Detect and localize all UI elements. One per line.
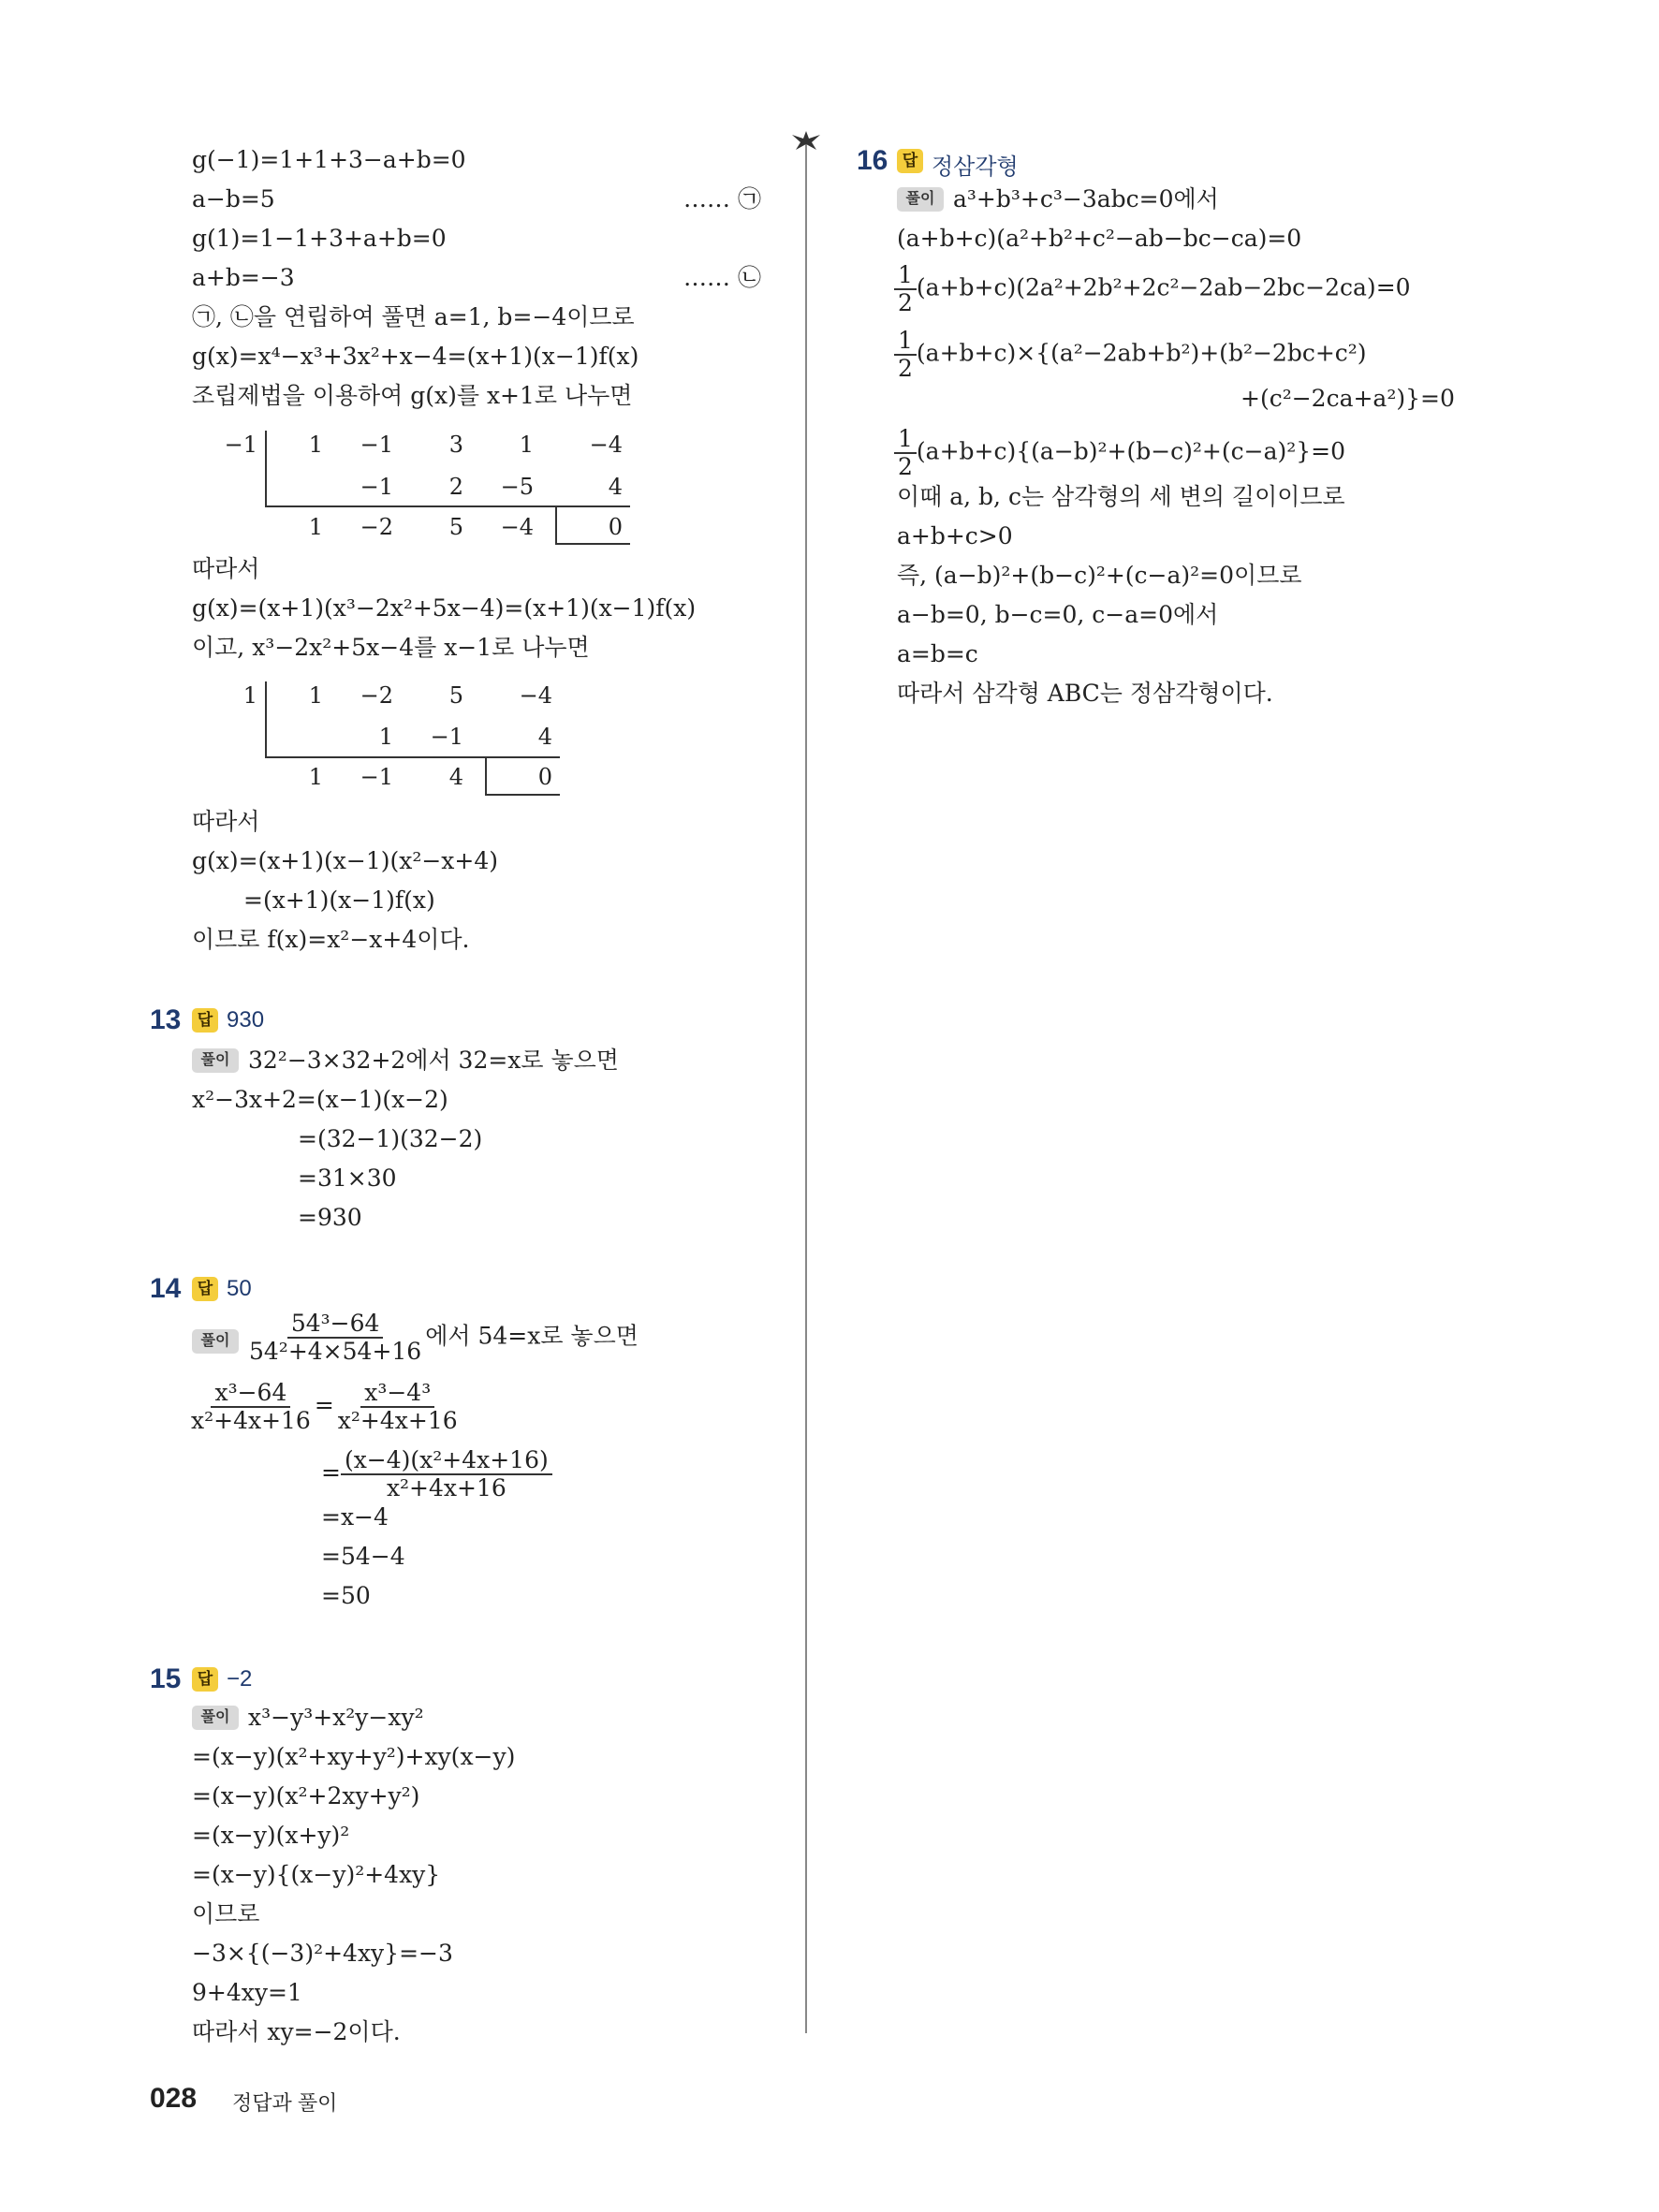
answer-value: −2 [227, 1666, 253, 1692]
fraction-line: = $\frac{\text{(x−4)(x²+4x+16)}}{\text{x²+4x+16}}$ [321, 1447, 552, 1502]
fraction: $\frac{1}{2}$ [894, 426, 917, 480]
fraction-line: $\frac{\text{54³−64}}{\text{54²+4×54+16}}$ 에서 54=x로 놓으면 [245, 1311, 639, 1365]
cell: 1 [308, 514, 323, 540]
divider-line [485, 756, 487, 796]
cell: 1 [308, 764, 323, 790]
fraction: $\frac{1}{2}$ [894, 328, 917, 382]
column-divider [805, 142, 807, 2033]
answer-badge: 답 [192, 1277, 218, 1301]
solution-badge: 풀이 [897, 187, 944, 212]
divider-ornament-icon [788, 129, 824, 154]
fraction-line: $\frac{1}{2}$ (a+b+c)×{(a²−2ab+b²)+(b²−2bc+c²) [894, 328, 1367, 382]
cell: −1 [430, 724, 463, 750]
text-line: g(x)=(x+1)(x³−2x²+5x−4)=(x+1)(x−1)f(x) [192, 594, 697, 622]
equation-mark: …… ㉠ [683, 185, 761, 212]
cell: −4 [500, 514, 534, 540]
text-line: 따라서 [192, 555, 260, 582]
cell: 1 [378, 724, 393, 750]
text-line: 조립제법을 이용하여 g(x)를 x+1로 나누면 [192, 382, 633, 409]
text-line: =31×30 [298, 1165, 397, 1192]
fraction: $\frac{\text{x³−4³}}{\text{x²+4x+16}}$ [337, 1379, 458, 1434]
text-line: g(x)=x⁴−x³+3x²+x−4=(x+1)(x−1)f(x) [192, 343, 639, 370]
text-line: a−b=0, b−c=0, c−a=0에서 [897, 601, 1219, 628]
text-line: −3×{(−3)²+4xy}=−3 [192, 1940, 453, 1967]
cell: 3 [448, 432, 463, 458]
text-line: 이므로 f(x)=x²−x+4이다. [192, 926, 470, 953]
text-line: +(c²−2ca+a²)}=0 [1241, 385, 1455, 412]
answer-value: 정삼각형 [932, 154, 1019, 180]
text-line: a³+b³+c³−3abc=0에서 [953, 185, 1219, 212]
text-line: 따라서 xy=−2이다. [192, 2018, 401, 2045]
text-line: 9+4xy=1 [192, 1979, 302, 2006]
text-line: 32²−3×32+2에서 32=x로 놓으면 [248, 1047, 619, 1074]
divider-line [265, 681, 267, 758]
text-line: a=b=c [897, 640, 978, 667]
cell: −2 [360, 514, 393, 540]
text-line: =930 [298, 1204, 362, 1231]
cell: 4 [448, 764, 463, 790]
answer-value: 930 [227, 1007, 265, 1033]
remainder: 0 [608, 514, 623, 540]
page-number: 028 [150, 2083, 198, 2114]
equation-mark: …… ㉡ [683, 264, 761, 291]
cell: 5 [448, 682, 463, 709]
text-line: 이므로 [192, 1900, 260, 1927]
solution-badge: 풀이 [192, 1706, 239, 1730]
text-line: a+b=−3 [192, 264, 295, 291]
remainder: 0 [537, 764, 552, 790]
fraction: $\frac{\text{54³−64}}{\text{54²+4×54+16}}$ [249, 1310, 422, 1365]
cell: 4 [537, 724, 552, 750]
question-number: 15 [150, 1663, 182, 1694]
fraction-line: $\frac{1}{2}$ (a+b+c)(2a²+2b²+2c²−2ab−2bc−2ca)=0 [894, 262, 1411, 316]
text-line: 이때 a, b, c는 삼각형의 세 변의 길이이므로 [897, 483, 1345, 510]
text-line: =50 [321, 1582, 371, 1609]
text-line: a−b=5 [192, 185, 275, 212]
divider-line [265, 505, 630, 507]
divisor: 1 [242, 682, 257, 709]
solution-badge: 풀이 [192, 1048, 239, 1073]
text-line: =54−4 [321, 1543, 405, 1570]
text-line: 이고, x³−2x²+5x−4를 x−1로 나누면 [192, 634, 590, 661]
text-line: 따라서 [192, 808, 260, 835]
solution-badge: 풀이 [192, 1329, 239, 1354]
question-number: 16 [857, 145, 888, 176]
text-line: =(32−1)(32−2) [298, 1125, 483, 1152]
fraction: $\frac{\text{x³−64}}{\text{x²+4x+16}}$ [191, 1379, 311, 1434]
text-line: =(x−y)(x+y)² [192, 1822, 350, 1849]
text-line: =(x−y)(x²+xy+y²)+xy(x−y) [192, 1743, 516, 1770]
answer-badge: 답 [192, 1667, 218, 1692]
fraction: $\frac{\text{(x−4)(x²+4x+16)}}{\text{x²+4x+16}}$ [341, 1447, 552, 1502]
cell: −4 [589, 432, 623, 458]
cell: 5 [448, 514, 463, 540]
cell: −1 [360, 474, 393, 500]
text-line: 즉, (a−b)²+(b−c)²+(c−a)²=0이므로 [897, 562, 1302, 589]
text-line: =(x+1)(x−1)f(x) [243, 886, 435, 914]
divider-line [555, 543, 630, 545]
answer-value: 50 [227, 1276, 252, 1301]
text-line: ㉠, ㉡을 연립하여 풀면 a=1, b=−4이므로 [192, 303, 635, 330]
text-line: (a+b+c)(a²+b²+c²−ab−bc−ca)=0 [897, 225, 1302, 252]
question-number: 14 [150, 1273, 182, 1304]
fraction-line: $\frac{1}{2}$ (a+b+c){(a−b)²+(b−c)²+(c−a)²}=0 [894, 426, 1345, 480]
answer-badge: 답 [897, 149, 923, 173]
divider-line [555, 505, 557, 545]
text-line: g(x)=(x+1)(x−1)(x²−x+4) [192, 847, 499, 874]
footer-label: 정답과 풀이 [232, 2091, 338, 2115]
cell: −2 [360, 682, 393, 709]
cell: −4 [519, 682, 552, 709]
cell: 1 [308, 432, 323, 458]
text-line: a+b+c>0 [897, 522, 1013, 549]
cell: 1 [308, 682, 323, 709]
cell: 4 [608, 474, 623, 500]
text-line: 따라서 삼각형 ABC는 정삼각형이다. [897, 680, 1273, 707]
cell: −1 [360, 764, 393, 790]
cell: 1 [519, 432, 534, 458]
question-number: 13 [150, 1004, 182, 1035]
divider-line [485, 794, 560, 796]
fraction: $\frac{1}{2}$ [894, 262, 917, 316]
answer-badge: 답 [192, 1008, 218, 1033]
text-line: x²−3x+2=(x−1)(x−2) [192, 1086, 448, 1113]
text-line: x³−y³+x²y−xy² [248, 1704, 424, 1731]
divider-line [265, 756, 560, 758]
divisor: −1 [224, 432, 257, 458]
cell: −5 [500, 474, 534, 500]
cell: 2 [448, 474, 463, 500]
text-line: g(1)=1−1+3+a+b=0 [192, 225, 447, 252]
text-line: =(x−y)(x²+2xy+y²) [192, 1782, 420, 1809]
fraction-line: $\frac{\text{x³−64}}{\text{x²+4x+16}}$ = $\frac{\text{x³−4³}}{\text{x²+4x+16}}$ [187, 1380, 462, 1434]
cell: −1 [360, 432, 393, 458]
text-line: g(−1)=1+1+3−a+b=0 [192, 146, 466, 173]
text-line: =(x−y){(x−y)²+4xy} [192, 1861, 441, 1888]
divider-line [265, 431, 267, 507]
text-line: =x−4 [321, 1503, 389, 1531]
